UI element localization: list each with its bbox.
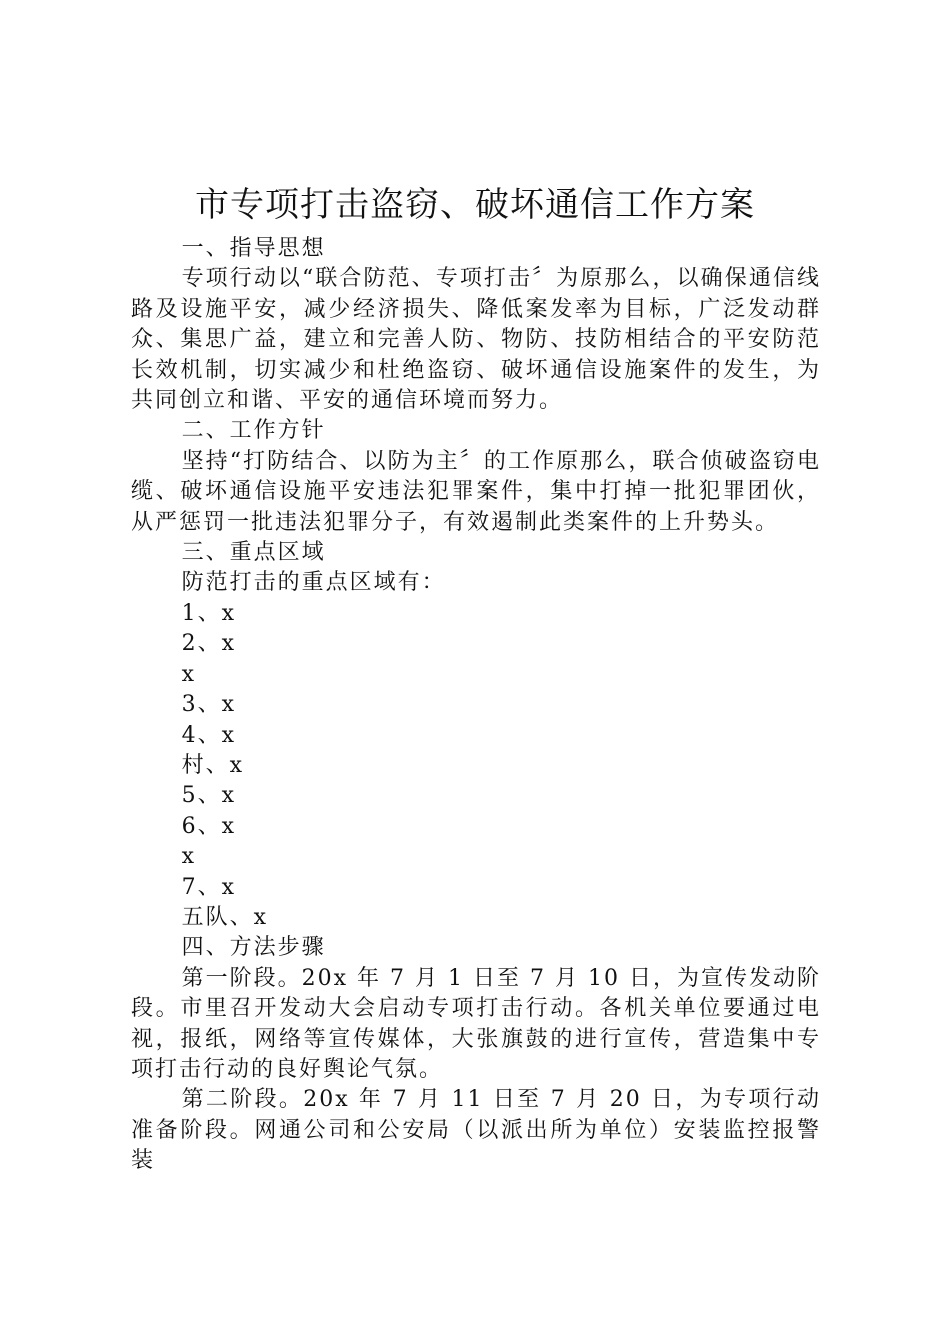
list-item: x <box>181 661 197 687</box>
paragraph: 专项行动以“联合防范、专项打击〞为原那么，以确保通信线路及设施平安，减少经济损失、降低案发率为目标，广泛发动群众、集思广益，建立和完善人防、物防、技防相结合的平安防范长效机制，切实减少和杜绝盗窃、破坏通信设施案件的发生，为共同创立和谐、平安的通信环境而努力。 <box>131 266 821 414</box>
list-item: 村、x <box>181 752 245 778</box>
paragraph: 防范打击的重点区域有： <box>181 570 446 596</box>
paragraph: 第二阶段。20x 年 7 月 11 日至 7 月 20 日，为专项行动准备阶段。网通公司和公安局（以派出所为单位）安装监控报警装 <box>131 1087 821 1174</box>
list-item: 7、x <box>181 874 236 900</box>
heading-key-areas: 三、重点区域 <box>181 540 326 566</box>
list-item: 6、x <box>181 813 236 839</box>
list-item: 1、x <box>181 600 236 626</box>
paragraph: 坚持“打防结合、以防为主〞的工作原那么，联合侦破盗窃电缆、破坏通信设施平安违法犯罪案件，集中打掉一批犯罪团伙，从严惩罚一批违法犯罪分子，有效遏制此类案件的上升势头。 <box>131 448 821 535</box>
list-item: 3、x <box>181 692 236 718</box>
heading-work-policy: 二、工作方针 <box>181 418 326 444</box>
list-item: 五队、x <box>181 904 269 930</box>
list-item: x <box>181 844 197 870</box>
document-title: 市专项打击盗窃、破坏通信工作方案 <box>195 185 755 225</box>
heading-method-steps: 四、方法步骤 <box>181 935 326 961</box>
document-body <box>131 234 821 1177</box>
list-item: 4、x <box>181 722 236 748</box>
paragraph: 第一阶段。20x 年 7 月 1 日至 7 月 10 日，为宣传发动阶段。市里召开发动大会启动专项打击行动。各机关单位要通过电视，报纸，网络等宣传媒体，大张旗鼓的进行宣传，营造集中专项打击行动的良好舆论气氛。 <box>131 965 821 1082</box>
heading-guiding-ideology: 一、指导思想 <box>181 236 326 261</box>
list-item: 5、x <box>181 783 236 809</box>
list-item: 2、x <box>181 631 236 657</box>
